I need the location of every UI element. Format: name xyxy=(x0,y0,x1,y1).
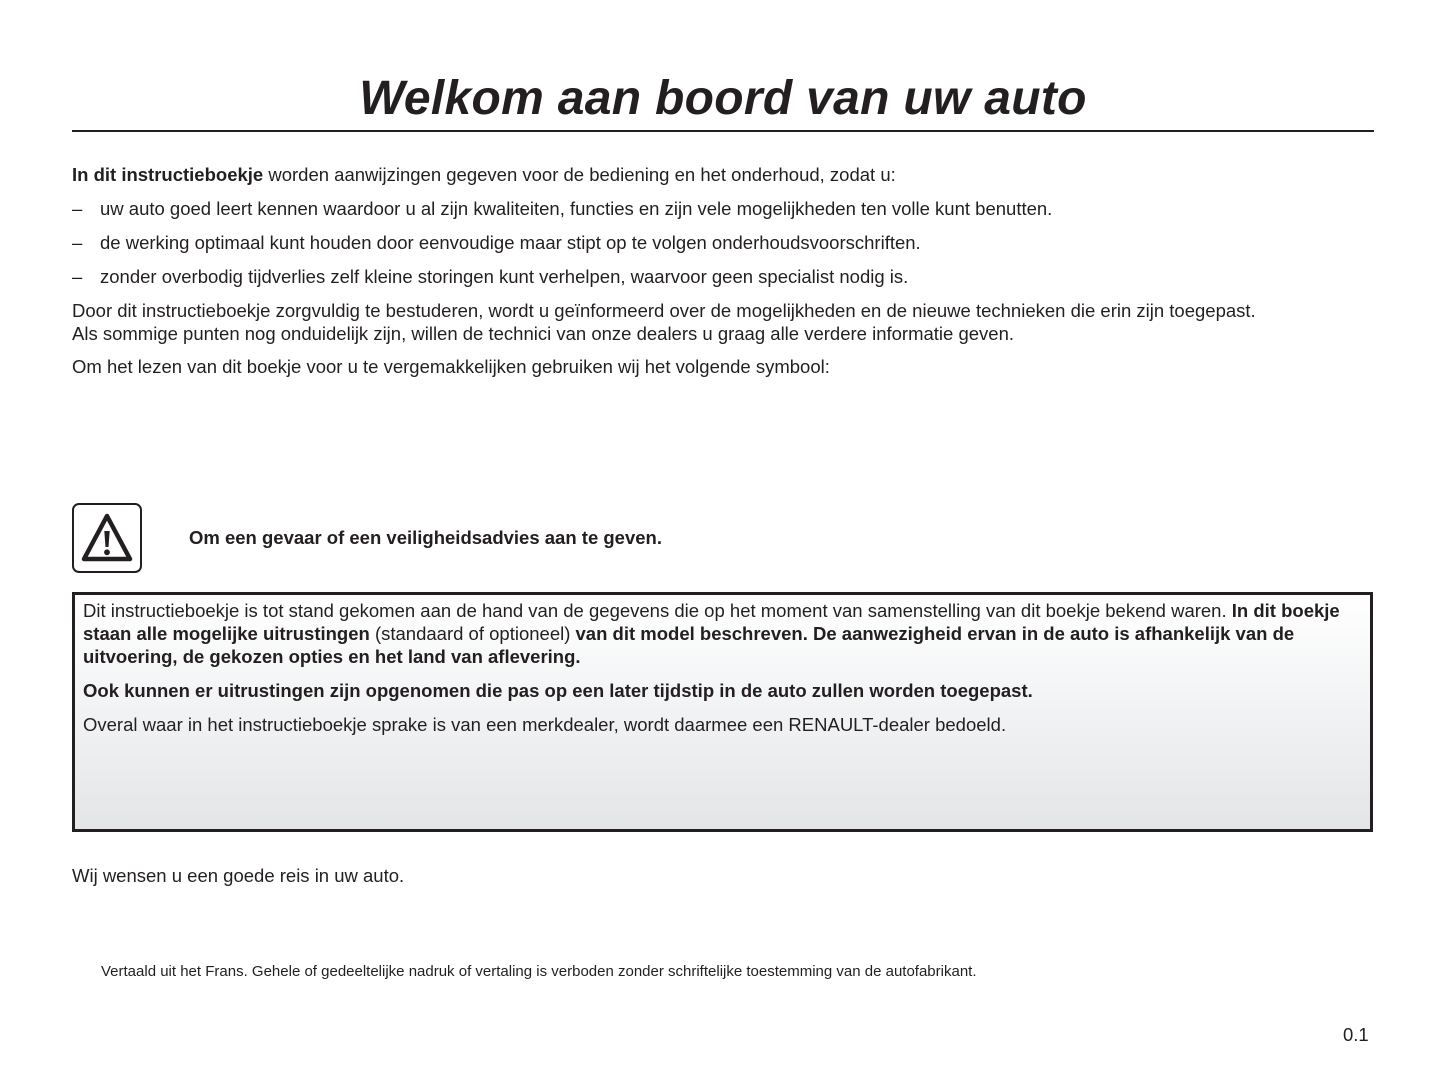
list-item xyxy=(72,197,1382,220)
intro-paragraph xyxy=(72,163,1382,186)
intro-bold-lead: In dit instructieboekje xyxy=(72,164,264,185)
notice-paragraph-1 xyxy=(83,599,1362,668)
study-paragraph xyxy=(72,299,1382,345)
bullet-text: zonder overbodig tijdverlies zelf kleine storingen kunt verhelpen, waarvoor geen specialist nodig is. xyxy=(100,266,909,287)
study-line-1: Door dit instructieboekje zorgvuldig te bestuderen, wordt u geïnformeerd over de mogelijkheden en de nieuwe technieken die erin zijn toegepast. xyxy=(72,300,1256,321)
warning-triangle-icon xyxy=(72,503,142,573)
list-item xyxy=(72,265,1382,288)
title-divider xyxy=(72,130,1374,132)
notice-text: Dit instructieboekje is tot stand gekomen aan de hand van de gegevens die op het moment van samenstelling van dit boekje bekend waren. xyxy=(83,600,1232,621)
equipment-notice-box xyxy=(72,592,1373,832)
translation-footnote: Vertaald uit het Frans. Gehele of gedeeltelijke nadruk of vertaling is verboden zonder schriftelijke toestemming van de autofabrikant. xyxy=(101,963,977,980)
list-item xyxy=(72,231,1382,254)
notice-bold-text: Ook kunnen er uitrustingen zijn opgenomen die pas op een later tijdstip in de auto zullen worden toegepast. xyxy=(83,680,1033,701)
notice-paragraph-3: Overal waar in het instructieboekje sprake is van een merkdealer, wordt daarmee een RENAULT-dealer bedoeld. xyxy=(83,714,1007,735)
notice-text: (standaard of optioneel) xyxy=(369,623,576,644)
page-title: Welkom aan boord van uw auto xyxy=(359,72,1087,125)
page-number: 0.1 xyxy=(1343,1024,1369,1045)
bullet-text: uw auto goed leert kennen waardoor u al zijn kwaliteiten, functies en zijn vele mogelijkheden ten volle kunt benutten. xyxy=(100,198,1053,219)
notice-bold-text: In dit boekje staan alle mogelijke uitrustingen xyxy=(83,600,1340,644)
intro-rest: worden aanwijzingen gegeven voor de bediening en het onderhoud, zodat u: xyxy=(263,164,896,185)
symbol-intro-paragraph: Om het lezen van dit boekje voor u te vergemakkelijken gebruiken wij het volgende symbool: xyxy=(72,356,830,377)
notice-bold-text: van dit model beschreven. De aanwezigheid ervan in de auto is afhankelijk van de uitvoering, de gekozen opties en het land van aflevering. xyxy=(83,623,1295,667)
closing-paragraph: Wij wensen u een goede reis in uw auto. xyxy=(72,865,405,886)
bullet-dash: – xyxy=(72,266,83,287)
bullet-dash: – xyxy=(72,198,83,219)
warning-caption: Om een gevaar of een veiligheidsadvies aan te geven. xyxy=(189,527,662,548)
bullet-text: de werking optimaal kunt houden door eenvoudige maar stipt op te volgen onderhoudsvoorschriften. xyxy=(100,232,921,253)
warning-triangle-icon-graphic xyxy=(78,509,136,567)
study-line-2: Als sommige punten nog onduidelijk zijn, willen de technici van onze dealers u graag alle verdere informatie geven. xyxy=(72,323,1014,344)
bullet-dash: – xyxy=(72,232,83,253)
notice-paragraph-2 xyxy=(83,679,1362,702)
